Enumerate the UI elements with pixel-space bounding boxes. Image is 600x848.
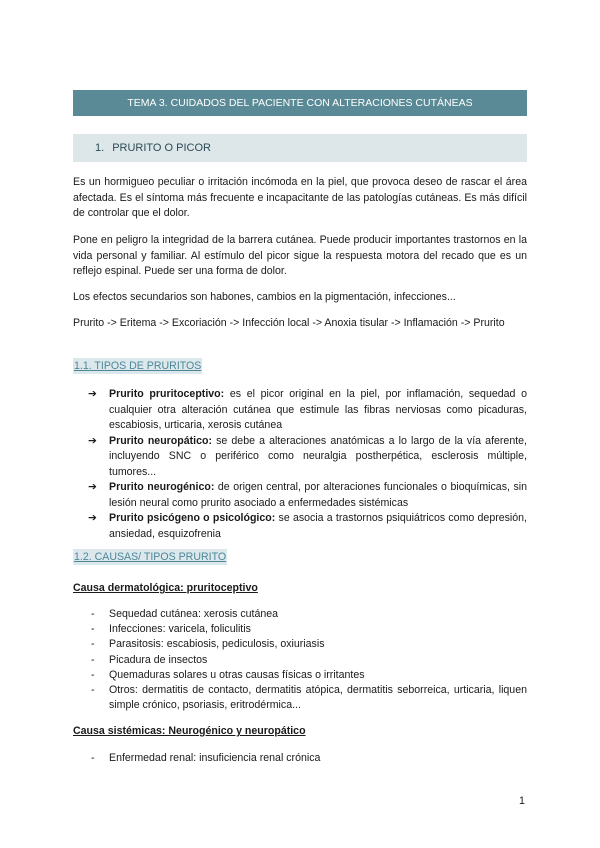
dash-bullet: - xyxy=(91,623,95,636)
list-item xyxy=(88,480,527,511)
list-item-text: Quemaduras solares u otras causas físicas o irritantes xyxy=(109,668,365,681)
paragraph-itch-cycle: Prurito -> Eritema -> Excoriación -> Infección local -> Anoxia tisular -> Inflamación -> Prurito xyxy=(73,317,505,329)
dermatologic-cause-label: Causa dermatológica: pruritoceptivo xyxy=(73,582,258,594)
list-item-text: Sequedad cutánea: xerosis cutánea xyxy=(109,608,279,620)
item-term: Prurito pruritoceptivo: xyxy=(109,388,225,400)
list-item xyxy=(88,387,527,434)
list-item xyxy=(88,653,527,668)
paragraph-side-effects: Los efectos secundarios son habones, cambios en la pigmentación, infecciones... xyxy=(73,291,456,303)
list-item xyxy=(88,637,527,652)
types-list xyxy=(88,387,527,542)
list-item-text: Enfermedad renal: insuficiencia renal crónica xyxy=(109,752,321,764)
list-item xyxy=(88,668,527,683)
dash-bullet: - xyxy=(91,752,95,764)
list-item xyxy=(88,622,527,637)
paragraph-consequences: Pone en peligro la integridad de la barrera cutánea. Puede producir importantes trastornos en la vida personal y familiar. Al estímulo del picor sigue la respuesta motora del recado que es un reflejo espinal. Puede ser una forma de dolor. xyxy=(73,234,527,277)
list-item xyxy=(88,683,527,713)
list-item-text: Infecciones: varicela, foliculitis xyxy=(109,623,251,636)
list-item xyxy=(88,607,527,622)
item-term: Prurito psicógeno o psicológico: xyxy=(109,512,276,524)
list-item xyxy=(88,511,527,542)
chapter-title-bar xyxy=(73,90,527,116)
item-text: es el picor original en la piel, por inflamación, sequedad o cualquier otra alteración cutánea que estimule las fibras nerviosas como picaduras, escabiosis, urticaria, xerosis cutánea xyxy=(109,388,527,431)
arrow-bullet-icon: ➔ xyxy=(88,481,97,493)
item-term: Prurito neuropático: xyxy=(109,434,212,447)
section-heading-bar xyxy=(73,134,527,162)
chapter-title: TEMA 3. CUIDADOS DEL PACIENTE CON ALTERACIONES CUTÁNEAS xyxy=(127,97,473,109)
subsection-causes-heading: 1.2. CAUSAS/ TIPOS PRURITO xyxy=(74,551,227,563)
page-number: 1 xyxy=(519,795,525,807)
arrow-bullet-icon: ➔ xyxy=(88,388,97,400)
list-item xyxy=(88,434,527,481)
dash-bullet: - xyxy=(91,638,95,651)
arrow-bullet-icon: ➔ xyxy=(88,434,97,447)
item-text: de origen central, por alteraciones funcionales o bioquímicas, sin lesión neural como prurito asociado a enfermedades sistémicas xyxy=(109,481,527,509)
dash-bullet: - xyxy=(91,684,95,697)
item-term: Prurito neurogénico: xyxy=(109,481,215,493)
section-title: PRURITO O PICOR xyxy=(112,142,211,154)
dermatologic-causes-list xyxy=(88,607,527,713)
paragraph-definition: Es un hormigueo peculiar o irritación incómoda en la piel, que provoca deseo de rascar el área afectada. Es el síntoma más frecuente e incapacitante de las patologías cutáneas. Es más difícil de controlar que el dolor. xyxy=(73,176,527,219)
list-item xyxy=(88,751,527,766)
section-number: 1. xyxy=(95,142,105,154)
list-item-text: Parasitosis: escabiosis, pediculosis, oxiuriasis xyxy=(109,638,325,651)
subsection-types-heading: 1.1. TIPOS DE PRURITOS xyxy=(74,360,202,372)
dash-bullet: - xyxy=(91,608,95,620)
item-text: se debe a alteraciones anatómicas a lo largo de la vía aferente, incluyendo SNC o periférico como neuralgia postherpética, esclerosis múltiple, tumores... xyxy=(109,434,527,478)
list-item-text: Picadura de insectos xyxy=(109,653,208,666)
systemic-causes-list xyxy=(88,751,527,766)
list-item-text: Otros: dermatitis de contacto, dermatitis atópica, dermatitis seborreica, urticaria, liquen simple crónico, psoriasis, eritrodérmica... xyxy=(109,684,527,712)
item-text: se asocia a trastornos psiquiátricos como depresión, ansiedad, esquizofrenia xyxy=(109,512,528,540)
systemic-cause-label: Causa sistémicas: Neurogénico y neuropático xyxy=(73,725,306,737)
dash-bullet: - xyxy=(91,653,95,666)
arrow-bullet-icon: ➔ xyxy=(88,512,97,524)
dash-bullet: - xyxy=(91,668,95,681)
